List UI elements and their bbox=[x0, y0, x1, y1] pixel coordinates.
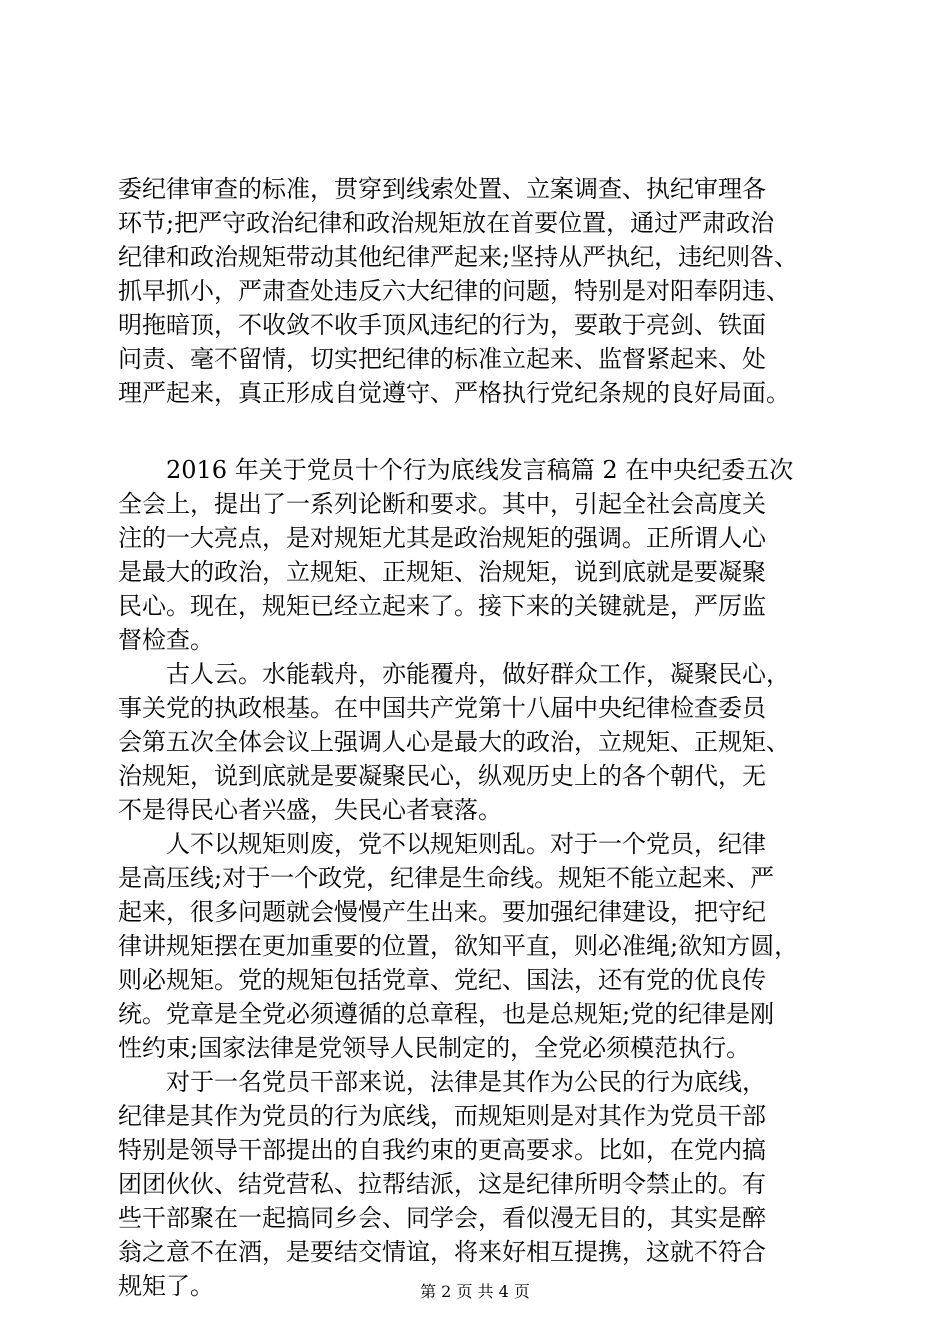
text-line: 规矩了。 bbox=[118, 1272, 214, 1300]
text-line: 抓早抓小，严肃查处违反六大纪律的问题，特别是对阳奉阴违、 bbox=[118, 277, 790, 305]
text-line: 委纪律审查的标准，贯穿到线索处置、立案调查、执纪审理各 bbox=[118, 175, 766, 203]
paragraph-3 bbox=[118, 657, 856, 827]
text-line: 事关党的执政根基。在中国共产党第十八届中央纪律检查委员 bbox=[118, 694, 766, 722]
text-line: 纪律和政治规矩带动其他纪律严起来;坚持从严执纪，违纪则咎、 bbox=[118, 243, 799, 271]
text-line: 律讲规矩摆在更加重要的位置，欲知平直，则必准绳;欲知方圆， bbox=[118, 932, 799, 960]
page-footer bbox=[0, 1279, 950, 1302]
text-line: 注的一大亮点，是对规矩尤其是政治规矩的强调。正所谓人心 bbox=[118, 524, 766, 552]
text-line: 些干部聚在一起搞同乡会、同学会，看似漫无目的，其实是醉 bbox=[118, 1204, 766, 1232]
page-number-label: 第 2 页 共 4 页 bbox=[420, 1282, 530, 1301]
text-line: 特别是领导干部提出的自我约束的更高要求。比如，在党内搞 bbox=[118, 1136, 766, 1164]
text-line: 明拖暗顶，不收敛不收手顶风违纪的行为，要敢于亮剑、铁面 bbox=[118, 311, 766, 339]
text-line: 古人云。水能载舟，亦能覆舟，做好群众工作，凝聚民心， bbox=[118, 660, 790, 688]
text-line: 不是得民心者兴盛，失民心者衰落。 bbox=[118, 796, 502, 824]
document-body bbox=[118, 172, 856, 1303]
text-line: 则必规矩。党的规矩包括党章、党纪、国法，还有党的优良传 bbox=[118, 966, 766, 994]
text-line: 起来，很多问题就会慢慢产生出来。要加强纪律建设，把守纪 bbox=[118, 898, 766, 926]
text-line: 团团伙伙、结党营私、拉帮结派，这是纪律所明令禁止的。有 bbox=[118, 1170, 766, 1198]
text-line: 督检查。 bbox=[118, 626, 214, 654]
text-line: 是最大的政治，立规矩、正规矩、治规矩，说到底就是要凝聚 bbox=[118, 558, 766, 586]
text-line: 理严起来，真正形成自觉遵守、严格执行党纪条规的良好局面。 bbox=[118, 379, 790, 407]
paragraph-spacer bbox=[118, 410, 856, 453]
paragraph-1 bbox=[118, 172, 856, 410]
text-line: 纪律是其作为党员的行为底线，而规矩则是对其作为党员干部 bbox=[118, 1102, 766, 1130]
text-line: 全会上，提出了一系列论断和要求。其中，引起全社会高度关 bbox=[118, 490, 766, 518]
text-line: 民心。现在，规矩已经立起来了。接下来的关键就是，严厉监 bbox=[118, 592, 766, 620]
text-line: 是高压线;对于一个政党，纪律是生命线。规矩不能立起来、严 bbox=[118, 864, 775, 892]
paragraph-5 bbox=[118, 1065, 856, 1303]
text-line: 人不以规矩则废，党不以规矩则乱。对于一个党员，纪律 bbox=[118, 830, 766, 858]
paragraph-4 bbox=[118, 827, 856, 1065]
text-line: 性约束;国家法律是党领导人民制定的，全党必须模范执行。 bbox=[118, 1034, 751, 1062]
text-line: 对于一名党员干部来说，法律是其作为公民的行为底线， bbox=[118, 1068, 766, 1096]
text-line: 治规矩，说到底就是要凝聚民心，纵观历史上的各个朝代，无 bbox=[118, 762, 766, 790]
text-line: 2016 年关于党员十个行为底线发言稿篇 2 在中央纪委五次 bbox=[118, 456, 794, 484]
text-line: 翁之意不在酒，是要结交情谊，将来好相互提携，这就不符合 bbox=[118, 1238, 766, 1266]
text-line: 会第五次全体会议上强调人心是最大的政治，立规矩、正规矩、 bbox=[118, 728, 790, 756]
text-line: 问责、毫不留情，切实把纪律的标准立起来、监督紧起来、处 bbox=[118, 345, 766, 373]
text-line: 环节;把严守政治纪律和政治规矩放在首要位置，通过严肃政治 bbox=[118, 209, 775, 237]
text-line: 统。党章是全党必须遵循的总章程，也是总规矩;党的纪律是刚 bbox=[118, 1000, 775, 1028]
paragraph-2 bbox=[118, 453, 856, 657]
